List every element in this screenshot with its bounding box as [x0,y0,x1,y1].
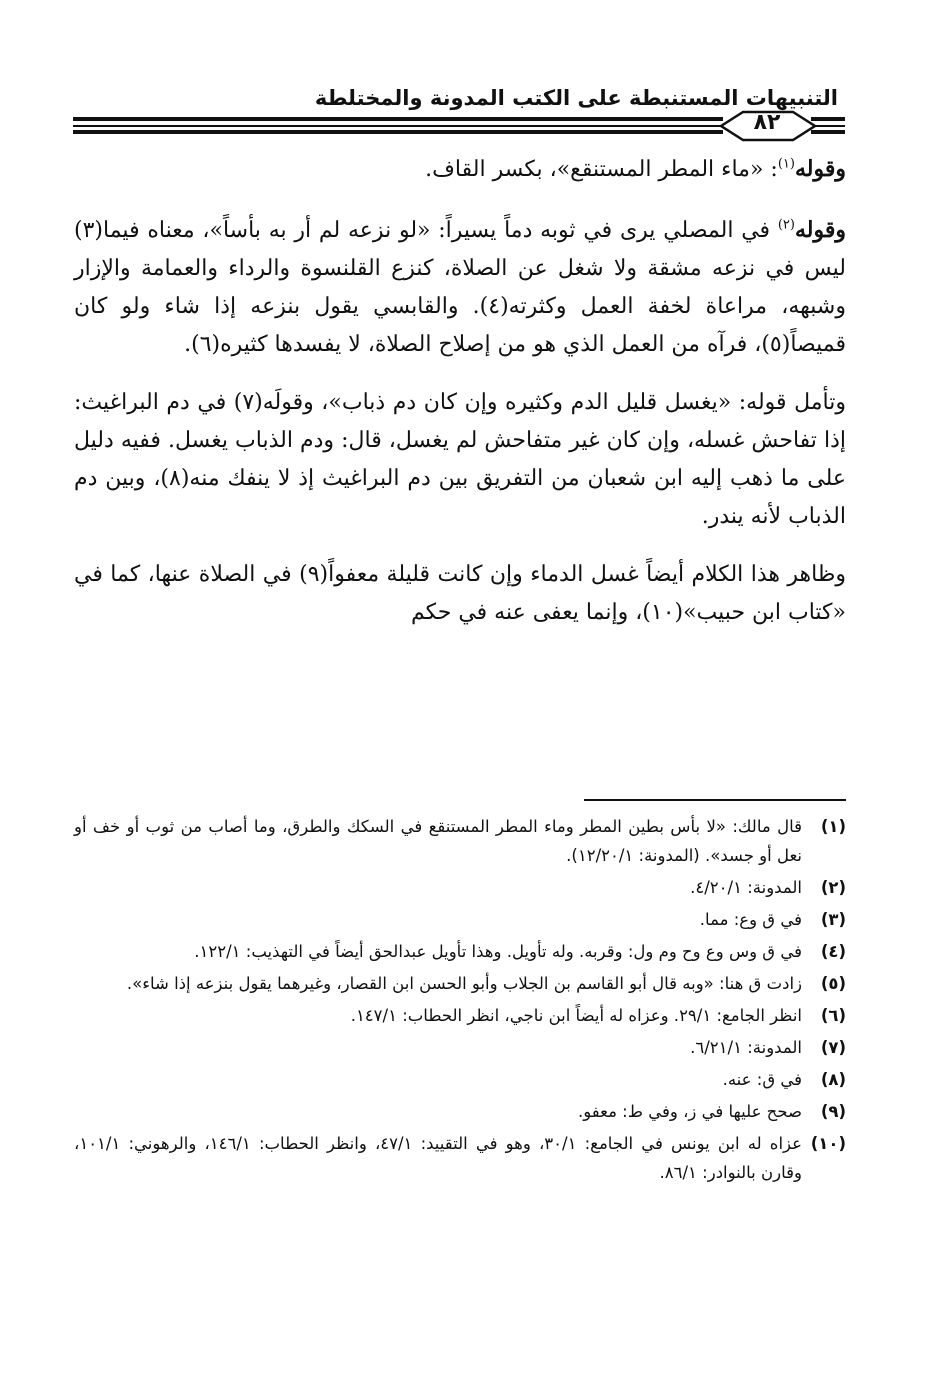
footnote-ref: (١) [777,156,795,172]
footnote [74,1033,846,1062]
footnote-text: صحح عليها في ز، وفي ط: معفو. [578,1102,802,1121]
footnote [74,1097,846,1126]
page-number: ٨٢ [753,110,781,135]
footnotes [74,812,846,1190]
paragraph-lead: وقوله [794,217,846,243]
footnote-text: قال مالك: «لا بأس بطين المطر وماء المطر المستنقع في السكك والطرق، وما أصاب من ثوب أو خف أو نعل أو جسد». (المدونة: ١٢/٢٠/١). [74,817,802,865]
footnote [74,1001,846,1030]
footnote [74,937,846,966]
footnote-number: (٧) [820,1038,846,1057]
footnote-number: (٦) [820,1006,846,1025]
footnote [74,905,846,934]
footnote-number: (٢) [820,878,846,897]
footnote-number: (٥) [820,974,846,993]
footnote [74,873,846,902]
footnote-text: المدونة: ٤/٢٠/١. [690,878,802,897]
footnote-text: المدونة: ٦/٢١/١. [690,1038,802,1057]
paragraph-text: وتأمل قوله: «يغسل قليل الدم وكثيره وإن كان دم ذباب»، وقولَه(٧) في دم البراغيث: إذا تفاحش غسله، وإن كان غير متفاحش لم يغسل، قال: ودم الذباب يغسل. ففيه دليل على ما ذهب إليه ابن شعبان من التفريق بين دم البراغيث إذ لا ينفك منه(٨)، وبين دم الذباب لأنه يندر. [74,390,846,529]
footnote-ref: (٢) [777,217,795,233]
footnote-number: (٤) [820,942,846,961]
footnote-number: (٩) [820,1102,846,1121]
paragraph-lead: وقوله [794,156,846,182]
footnote-number: (١٠) [810,1134,846,1153]
running-header-title: التنبيهات المستنبطة على الكتب المدونة والمختلطة [314,86,838,110]
paragraph-3 [74,384,846,536]
footnote [74,812,846,870]
footnote [74,1065,846,1094]
footnote-number: (١) [820,817,846,836]
footnote-text: عزاه له ابن يونس في الجامع: ٣٠/١، وهو في التقييد: ٤٧/١، وانظر الحطاب: ١٤٦/١، والرهوني: ١٠١/١، وقارن بالنوادر: ٨٦/١. [74,1134,802,1182]
footnote-text: في ق وس وع وح وم ول: وقربه. وله تأويل. وهذا تأويل عبدالحق أيضاً في التهذيب: ١٢٢/١. [194,942,802,961]
main-text [74,150,846,652]
paragraph-text: في المصلي يرى في ثوبه دماً يسيراً: «لو نزعه لم أر به بأساً»، معناه فيما(٣) ليس في نزعه مشقة ولا شغل عن الصلاة، كنزع القلنسوة والرداء والعمامة والإزار وشبهه، مراعاة لخفة العمل وكثرته(٤). والقابسي يقول بنزعه إذا شاء ولو كان قميصاً(٥)، فرآه من العمل الذي هو من إصلاح الصلاة، لا يفسدها كثيره(٦). [74,218,846,357]
footnote [74,969,846,998]
footnote-separator [584,799,846,801]
paragraph-1 [74,150,846,189]
paragraph-text: : «ماء المطر المستنقع»، بكسر القاف. [425,157,778,182]
footnote-text: انظر الجامع: ٢٩/١. وعزاه له أيضاً ابن ناجي، انظر الحطاب: ١٤٧/١. [350,1006,802,1025]
footnote-text: زادت ق هنا: «وبه قال أبو القاسم بن الجلاب وأبو الحسن ابن القصار، وغيرهما يقول بنزعه إذا شاء». [126,974,802,993]
footnote-text: في ق وع: مما. [699,910,802,929]
paragraph-2 [74,211,846,364]
footnote-number: (٣) [820,910,846,929]
footnote-text: في ق: عنه. [722,1070,802,1089]
paragraph-4 [74,556,846,632]
paragraph-text: وظاهر هذا الكلام أيضاً غسل الدماء وإن كانت قليلة معفواً(٩) في الصلاة عنها، كما في «كتاب ابن حبيب»(١٠)، وإنما يعفى عنه في حكم [74,562,846,625]
footnote [74,1129,846,1187]
footnote-number: (٨) [820,1070,846,1089]
